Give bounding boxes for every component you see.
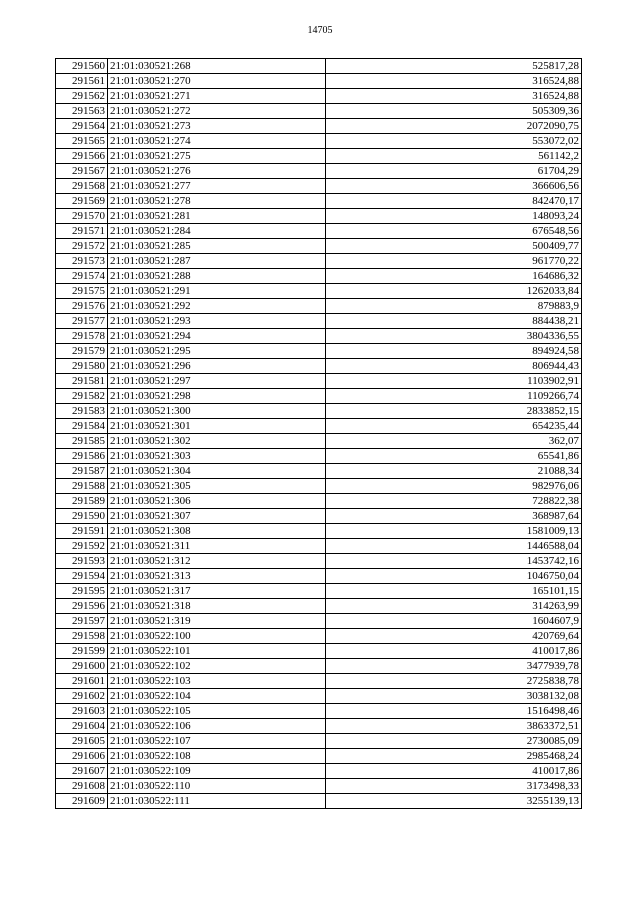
table-row (56, 539, 582, 554)
row-id-cell: 291565 (56, 134, 108, 149)
cadastral-value-cell: 894924,58 (326, 344, 582, 359)
row-id-cell: 291609 (56, 794, 108, 809)
cadastral-number-cell: 21:01:030522:103 (108, 674, 326, 689)
row-id-cell: 291575 (56, 284, 108, 299)
row-id-cell: 291600 (56, 659, 108, 674)
cadastral-number-cell: 21:01:030521:272 (108, 104, 326, 119)
table-row (56, 704, 582, 719)
cadastral-number-cell: 21:01:030521:292 (108, 299, 326, 314)
table-row (56, 449, 582, 464)
cadastral-value-cell: 3477939,78 (326, 659, 582, 674)
table-row (56, 599, 582, 614)
cadastral-number-cell: 21:01:030521:308 (108, 524, 326, 539)
cadastral-value-cell: 884438,21 (326, 314, 582, 329)
cadastral-number-cell: 21:01:030521:293 (108, 314, 326, 329)
row-id-cell: 291595 (56, 584, 108, 599)
cadastral-number-cell: 21:01:030522:107 (108, 734, 326, 749)
cadastral-number-cell: 21:01:030522:100 (108, 629, 326, 644)
row-id-cell: 291590 (56, 509, 108, 524)
cadastral-number-cell: 21:01:030521:273 (108, 119, 326, 134)
table-row (56, 59, 582, 74)
row-id-cell: 291581 (56, 374, 108, 389)
cadastral-value-cell: 500409,77 (326, 239, 582, 254)
cadastral-number-cell: 21:01:030521:287 (108, 254, 326, 269)
cadastral-value-cell: 316524,88 (326, 74, 582, 89)
cadastral-value-cell: 3255139,13 (326, 794, 582, 809)
table-row (56, 284, 582, 299)
table-row (56, 674, 582, 689)
table-row (56, 614, 582, 629)
table-row (56, 329, 582, 344)
table-row (56, 239, 582, 254)
cadastral-value-cell: 842470,17 (326, 194, 582, 209)
table-row (56, 584, 582, 599)
cadastral-number-cell: 21:01:030521:319 (108, 614, 326, 629)
cadastral-value-cell: 410017,86 (326, 644, 582, 659)
row-id-cell: 291564 (56, 119, 108, 134)
row-id-cell: 291598 (56, 629, 108, 644)
row-id-cell: 291571 (56, 224, 108, 239)
table-row (56, 779, 582, 794)
cadastral-number-cell: 21:01:030521:298 (108, 389, 326, 404)
table-row (56, 254, 582, 269)
row-id-cell: 291597 (56, 614, 108, 629)
row-id-cell: 291607 (56, 764, 108, 779)
cadastral-number-cell: 21:01:030521:312 (108, 554, 326, 569)
row-id-cell: 291588 (56, 479, 108, 494)
table-row (56, 629, 582, 644)
row-id-cell: 291563 (56, 104, 108, 119)
table-row (56, 554, 582, 569)
data-table (55, 58, 582, 809)
row-id-cell: 291599 (56, 644, 108, 659)
cadastral-value-cell: 806944,43 (326, 359, 582, 374)
table-row (56, 509, 582, 524)
row-id-cell: 291566 (56, 149, 108, 164)
cadastral-number-cell: 21:01:030521:295 (108, 344, 326, 359)
row-id-cell: 291560 (56, 59, 108, 74)
row-id-cell: 291578 (56, 329, 108, 344)
cadastral-value-cell: 2730085,09 (326, 734, 582, 749)
row-id-cell: 291606 (56, 749, 108, 764)
row-id-cell: 291567 (56, 164, 108, 179)
cadastral-number-cell: 21:01:030521:276 (108, 164, 326, 179)
cadastral-value-cell: 654235,44 (326, 419, 582, 434)
cadastral-value-cell: 410017,86 (326, 764, 582, 779)
cadastral-value-cell: 1103902,91 (326, 374, 582, 389)
table-row (56, 344, 582, 359)
row-id-cell: 291572 (56, 239, 108, 254)
table-body (56, 59, 582, 809)
cadastral-number-cell: 21:01:030521:294 (108, 329, 326, 344)
table-row (56, 374, 582, 389)
row-id-cell: 291587 (56, 464, 108, 479)
row-id-cell: 291568 (56, 179, 108, 194)
row-id-cell: 291579 (56, 344, 108, 359)
table-row (56, 644, 582, 659)
table-row (56, 194, 582, 209)
cadastral-value-cell: 3038132,08 (326, 689, 582, 704)
table-row (56, 149, 582, 164)
page-number: 14705 (307, 25, 333, 36)
row-id-cell: 291570 (56, 209, 108, 224)
table-row (56, 224, 582, 239)
row-id-cell: 291592 (56, 539, 108, 554)
cadastral-value-cell: 3804336,55 (326, 329, 582, 344)
row-id-cell: 291605 (56, 734, 108, 749)
table-row (56, 74, 582, 89)
cadastral-number-cell: 21:01:030521:296 (108, 359, 326, 374)
cadastral-number-cell: 21:01:030522:109 (108, 764, 326, 779)
row-id-cell: 291561 (56, 74, 108, 89)
cadastral-number-cell: 21:01:030521:313 (108, 569, 326, 584)
row-id-cell: 291593 (56, 554, 108, 569)
cadastral-value-cell: 505309,36 (326, 104, 582, 119)
cadastral-number-cell: 21:01:030521:304 (108, 464, 326, 479)
row-id-cell: 291591 (56, 524, 108, 539)
table-row (56, 104, 582, 119)
cadastral-number-cell: 21:01:030521:307 (108, 509, 326, 524)
cadastral-value-cell: 165101,15 (326, 584, 582, 599)
cadastral-value-cell: 3863372,51 (326, 719, 582, 734)
table-row (56, 524, 582, 539)
cadastral-number-cell: 21:01:030521:311 (108, 539, 326, 554)
cadastral-number-cell: 21:01:030521:300 (108, 404, 326, 419)
cadastral-number-cell: 21:01:030522:105 (108, 704, 326, 719)
cadastral-value-cell: 366606,56 (326, 179, 582, 194)
row-id-cell: 291596 (56, 599, 108, 614)
row-id-cell: 291608 (56, 779, 108, 794)
cadastral-value-cell: 164686,32 (326, 269, 582, 284)
cadastral-value-cell: 314263,99 (326, 599, 582, 614)
cadastral-number-cell: 21:01:030521:281 (108, 209, 326, 224)
cadastral-number-cell: 21:01:030522:111 (108, 794, 326, 809)
cadastral-value-cell: 1581009,13 (326, 524, 582, 539)
cadastral-value-cell: 362,07 (326, 434, 582, 449)
row-id-cell: 291603 (56, 704, 108, 719)
cadastral-number-cell: 21:01:030521:305 (108, 479, 326, 494)
row-id-cell: 291562 (56, 89, 108, 104)
row-id-cell: 291573 (56, 254, 108, 269)
cadastral-number-cell: 21:01:030522:102 (108, 659, 326, 674)
cadastral-number-cell: 21:01:030521:274 (108, 134, 326, 149)
cadastral-number-cell: 21:01:030521:302 (108, 434, 326, 449)
table-row (56, 269, 582, 284)
cadastral-number-cell: 21:01:030521:317 (108, 584, 326, 599)
table-row (56, 419, 582, 434)
table-row (56, 719, 582, 734)
row-id-cell: 291574 (56, 269, 108, 284)
cadastral-value-cell: 676548,56 (326, 224, 582, 239)
table-row (56, 134, 582, 149)
table-row (56, 794, 582, 809)
table-row (56, 734, 582, 749)
cadastral-value-cell: 148093,24 (326, 209, 582, 224)
row-id-cell: 291602 (56, 689, 108, 704)
cadastral-number-cell: 21:01:030521:284 (108, 224, 326, 239)
row-id-cell: 291580 (56, 359, 108, 374)
table-row (56, 494, 582, 509)
cadastral-number-cell: 21:01:030521:278 (108, 194, 326, 209)
table-row (56, 389, 582, 404)
cadastral-number-cell: 21:01:030521:275 (108, 149, 326, 164)
table-row (56, 479, 582, 494)
row-id-cell: 291582 (56, 389, 108, 404)
cadastral-number-cell: 21:01:030521:271 (108, 89, 326, 104)
table-row (56, 464, 582, 479)
row-id-cell: 291601 (56, 674, 108, 689)
cadastral-number-cell: 21:01:030521:270 (108, 74, 326, 89)
cadastral-number-cell: 21:01:030522:106 (108, 719, 326, 734)
cadastral-number-cell: 21:01:030521:303 (108, 449, 326, 464)
cadastral-value-cell: 1262033,84 (326, 284, 582, 299)
cadastral-number-cell: 21:01:030521:277 (108, 179, 326, 194)
table-row (56, 434, 582, 449)
cadastral-value-cell: 961770,22 (326, 254, 582, 269)
cadastral-number-cell: 21:01:030521:306 (108, 494, 326, 509)
cadastral-value-cell: 2072090,75 (326, 119, 582, 134)
cadastral-value-cell: 21088,34 (326, 464, 582, 479)
cadastral-number-cell: 21:01:030521:288 (108, 269, 326, 284)
row-id-cell: 291569 (56, 194, 108, 209)
cadastral-value-cell: 2833852,15 (326, 404, 582, 419)
cadastral-value-cell: 2725838,78 (326, 674, 582, 689)
cadastral-value-cell: 728822,38 (326, 494, 582, 509)
cadastral-number-cell: 21:01:030522:104 (108, 689, 326, 704)
cadastral-value-cell: 316524,88 (326, 89, 582, 104)
row-id-cell: 291585 (56, 434, 108, 449)
table-row (56, 404, 582, 419)
cadastral-number-cell: 21:01:030522:108 (108, 749, 326, 764)
cadastral-value-cell: 1516498,46 (326, 704, 582, 719)
cadastral-value-cell: 61704,29 (326, 164, 582, 179)
table-row (56, 119, 582, 134)
cadastral-value-cell: 65541,86 (326, 449, 582, 464)
cadastral-number-cell: 21:01:030521:301 (108, 419, 326, 434)
row-id-cell: 291604 (56, 719, 108, 734)
table-row (56, 179, 582, 194)
cadastral-value-cell: 1446588,04 (326, 539, 582, 554)
cadastral-value-cell: 1453742,16 (326, 554, 582, 569)
cadastral-number-cell: 21:01:030521:285 (108, 239, 326, 254)
row-id-cell: 291583 (56, 404, 108, 419)
cadastral-value-cell: 1046750,04 (326, 569, 582, 584)
cadastral-value-cell: 1109266,74 (326, 389, 582, 404)
row-id-cell: 291584 (56, 419, 108, 434)
cadastral-value-cell: 3173498,33 (326, 779, 582, 794)
table-row (56, 209, 582, 224)
table-row (56, 659, 582, 674)
table-row (56, 569, 582, 584)
cadastral-value-cell: 420769,64 (326, 629, 582, 644)
cadastral-value-cell: 2985468,24 (326, 749, 582, 764)
cadastral-value-cell: 553072,02 (326, 134, 582, 149)
cadastral-value-cell: 982976,06 (326, 479, 582, 494)
table-row (56, 164, 582, 179)
cadastral-value-cell: 1604607,9 (326, 614, 582, 629)
table-row (56, 749, 582, 764)
table-row (56, 689, 582, 704)
cadastral-value-cell: 879883,9 (326, 299, 582, 314)
cadastral-value-cell: 561142,2 (326, 149, 582, 164)
row-id-cell: 291589 (56, 494, 108, 509)
table-row (56, 359, 582, 374)
row-id-cell: 291576 (56, 299, 108, 314)
cadastral-number-cell: 21:01:030522:101 (108, 644, 326, 659)
table-row (56, 299, 582, 314)
table-row (56, 89, 582, 104)
row-id-cell: 291594 (56, 569, 108, 584)
cadastral-number-cell: 21:01:030522:110 (108, 779, 326, 794)
row-id-cell: 291577 (56, 314, 108, 329)
cadastral-value-cell: 525817,28 (326, 59, 582, 74)
table-row (56, 764, 582, 779)
cadastral-number-cell: 21:01:030521:291 (108, 284, 326, 299)
cadastral-number-cell: 21:01:030521:297 (108, 374, 326, 389)
cadastral-number-cell: 21:01:030521:268 (108, 59, 326, 74)
row-id-cell: 291586 (56, 449, 108, 464)
cadastral-number-cell: 21:01:030521:318 (108, 599, 326, 614)
table-row (56, 314, 582, 329)
cadastral-value-cell: 368987,64 (326, 509, 582, 524)
